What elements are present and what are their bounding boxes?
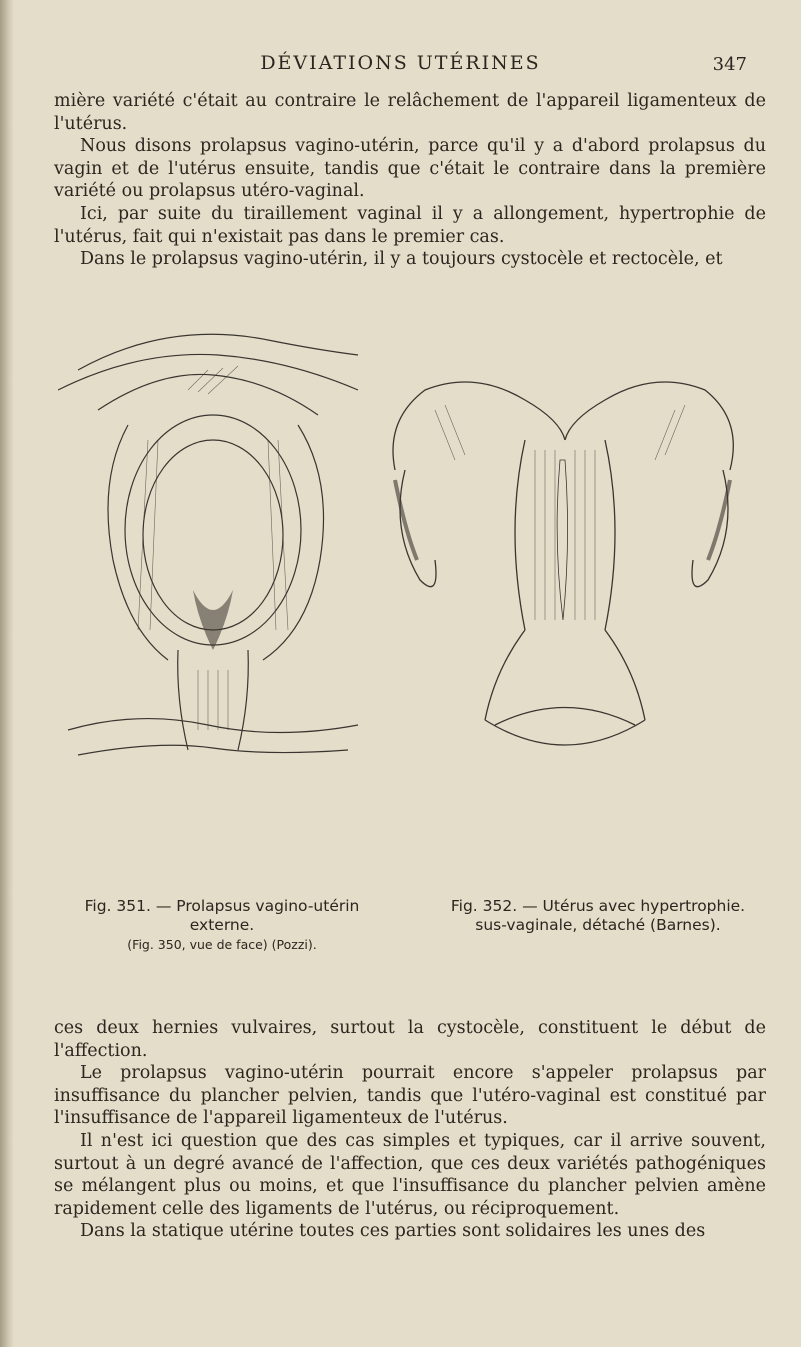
caption-source: (Fig. 350, vue de face) (Pozzi). (127, 937, 317, 952)
caption-title: Fig. 351. — Prolapsus vagino-utérin externe. (84, 897, 360, 934)
caption-source: sus-vaginale, détaché (Barnes). (475, 916, 721, 934)
figure-351-illustration (58, 330, 368, 770)
page-header (0, 52, 801, 82)
paragraph: Ici, par suite du tiraillement vaginal il y a allongement, hypertrophie de l'utérus, fait qui n'existait pas dans le premier cas. (54, 203, 766, 247)
body-text-bottom (54, 1017, 766, 1243)
page-number: 347 (712, 54, 747, 75)
figure-351-caption (62, 897, 382, 954)
page-gutter-shadow (0, 0, 14, 1347)
figure-352-illustration (375, 330, 753, 770)
paragraph: ces deux hernies vulvaires, surtout la cystocèle, constituent le début de l'affection. (54, 1018, 766, 1061)
caption-title: Fig. 352. — Utérus avec hypertrophie. (450, 897, 746, 915)
paragraph: Il n'est ici question que des cas simples et typiques, car il arrive souvent, surtout à un degré avancé de l'affection, que ces deux variétés pathogéniques se mélangent plus ou moins, et que l'insuffisance du plancher pelvien amène rapidement celle des ligaments de l'utérus, ou réciproquement. (54, 1130, 766, 1219)
paragraph: Le prolapsus vagino-utérin pourrait encore s'appeler prolapsus par insuffisance du plancher pelvien, tandis que l'utéro-vaginal est constitué par l'insuffisance de l'appareil ligamenteux de l'utérus. (54, 1063, 766, 1129)
paragraph: mière variété c'était au contraire le relâchement de l'appareil ligamenteux de l'utérus. (54, 91, 766, 134)
paragraph: Nous disons prolapsus vagino-utérin, parce qu'il y a d'abord prolapsus du vagin et de l'utérus ensuite, tandis que c'était le contraire dans la première variété ou prolapsus utéro-vaginal. (54, 136, 766, 202)
body-text-top (54, 90, 766, 271)
paragraph: Dans la statique utérine toutes ces parties sont solidaires les unes des (80, 1221, 706, 1242)
figure-352-caption (418, 897, 778, 935)
running-title: DÉVIATIONS UTÉRINES (260, 52, 541, 74)
paragraph: Dans le prolapsus vagino-utérin, il y a toujours cystocèle et rectocèle, et (80, 249, 723, 270)
